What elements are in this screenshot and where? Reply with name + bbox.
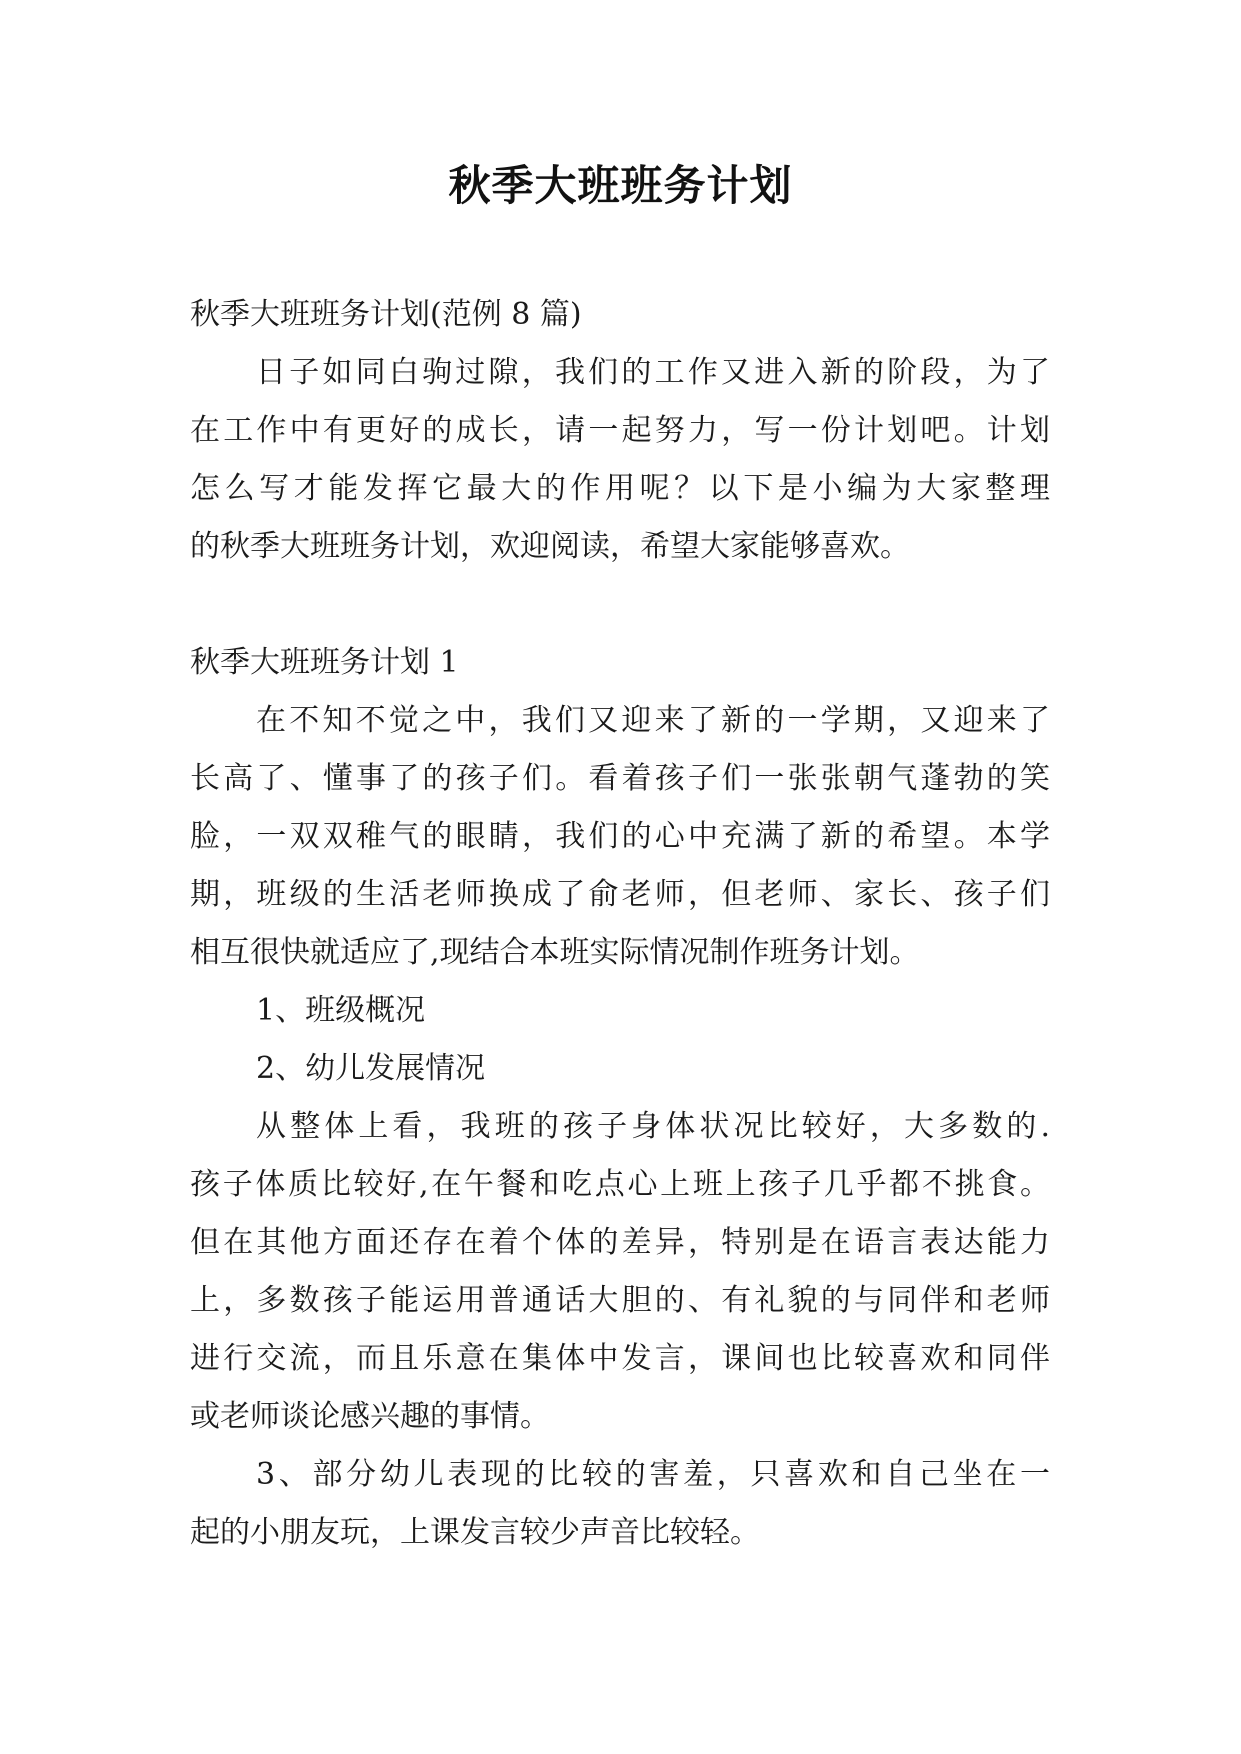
paragraph-line: 上，多数孩子能运用普通话大胆的、有礼貌的与同伴和老师 bbox=[190, 1283, 1050, 1318]
paragraph-line: 在不知不觉之中，我们又迎来了新的一学期，又迎来了 bbox=[256, 703, 1050, 738]
document-body bbox=[190, 286, 1050, 1562]
paragraph-line: 从整体上看，我班的孩子身体状况比较好，大多数的. bbox=[256, 1109, 1050, 1144]
intro-line: 日子如同白驹过隙，我们的工作又进入新的阶段，为了 bbox=[256, 355, 1050, 390]
paragraph-line: 期，班级的生活老师换成了俞老师，但老师、家长、孩子们 bbox=[190, 877, 1050, 912]
paragraph-line: 孩子体质比较好,在午餐和吃点心上班上孩子几乎都不挑食。 bbox=[190, 1167, 1050, 1202]
list-item-continuation: 起的小朋友玩，上课发言较少声音比较轻。 bbox=[190, 1515, 760, 1550]
paragraph-gap bbox=[190, 576, 1050, 634]
list-item: 3、部分幼儿表现的比较的害羞，只喜欢和自己坐在一 bbox=[256, 1457, 1050, 1492]
intro-line: 在工作中有更好的成长，请一起努力，写一份计划吧。计划 bbox=[190, 413, 1050, 448]
section-heading: 秋季大班班务计划 1 bbox=[190, 645, 459, 680]
paragraph-line: 但在其他方面还存在着个体的差异，特别是在语言表达能力 bbox=[190, 1225, 1050, 1260]
paragraph-line: 相互很快就适应了,现结合本班实际情况制作班务计划。 bbox=[190, 935, 920, 970]
paragraph-line: 进行交流，而且乐意在集体中发言，课间也比较喜欢和同伴 bbox=[190, 1341, 1050, 1376]
document-subtitle: 秋季大班班务计划(范例 8 篇) bbox=[190, 297, 582, 332]
list-item: 1、班级概况 bbox=[256, 993, 426, 1028]
intro-line: 的秋季大班班务计划，欢迎阅读，希望大家能够喜欢。 bbox=[190, 529, 910, 564]
paragraph-line: 脸，一双双稚气的眼睛，我们的心中充满了新的希望。本学 bbox=[190, 819, 1050, 854]
page-title: 秋季大班班务计划 bbox=[448, 161, 793, 210]
list-item: 2、幼儿发展情况 bbox=[256, 1051, 486, 1086]
paragraph-line: 长高了、懂事了的孩子们。看着孩子们一张张朝气蓬勃的笑 bbox=[190, 761, 1050, 796]
paragraph-line: 或老师谈论感兴趣的事情。 bbox=[190, 1399, 550, 1434]
intro-line: 怎么写才能发挥它最大的作用呢？以下是小编为大家整理 bbox=[190, 471, 1050, 506]
